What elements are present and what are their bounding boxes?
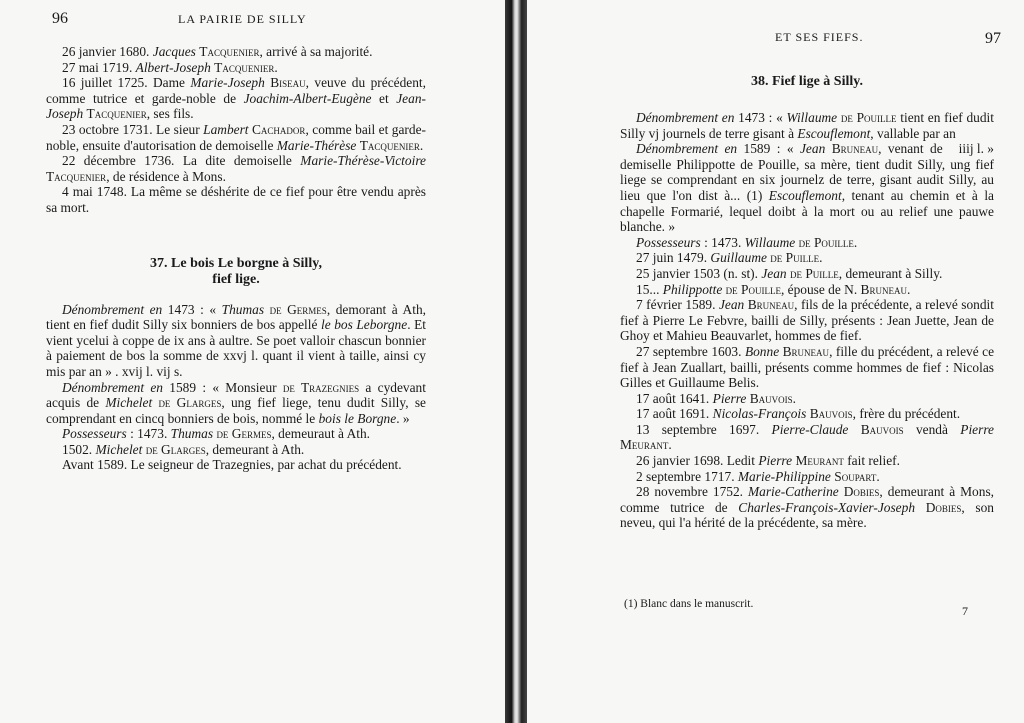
right-body-text: [620, 110, 994, 531]
entry-1736: 22 décembre 1736. La dite demoiselle Marie-Thérèse-Victoire Tacquenier, de résidence à Mons.: [46, 153, 426, 184]
possesseurs-1473-left: Possesseurs : 1473. Thumas de Germes, demeuraut à Ath.: [62, 426, 371, 442]
entry-1502: 1502. Michelet de Glarges, demeurant à Ath.: [62, 441, 305, 457]
section-37-title: 37. Le bois Le borgne à Silly, fief lige.: [150, 255, 322, 287]
footnote: (1) Blanc dans le manuscrit.: [624, 598, 754, 610]
right-page: [527, 0, 1024, 723]
signature-mark: 7: [962, 604, 968, 618]
book-gutter: [505, 0, 527, 723]
entry-1698: 26 janvier 1698. Ledit Pierre Meurant fait relief.: [636, 453, 900, 469]
running-header-right: ET SES FIEFS.: [775, 30, 864, 44]
entry-1589-right: 7 février 1589. Jean Bruneau, fils de la précédente, a relevé sondit fief à Pierre Le Febvre, bailli de Silly, présents : Jean Juette, Jean de Ghoy et Mahieu Beauvarlet, hommes de fief.: [620, 297, 994, 344]
running-header-left: LA PAIRIE DE SILLY: [178, 12, 307, 26]
denombrement-1473-right: Dénombrement en 1473 : « Willaume de Pouille tient en fief dudit Silly vj journels de terre gisant à Escouflemont, vallable par an iiij l. »: [620, 110, 995, 157]
entry-1691: 17 août 1691. Nicolas-François Bauvois, frère du précédent.: [636, 406, 961, 422]
possesseurs-1473-right: Possesseurs : 1473. Willaume de Pouille.: [636, 234, 858, 250]
page-number-right: 97: [985, 30, 1001, 47]
entry-1680: 26 janvier 1680. Jacques Tacquenier, arrivé à sa majorité.: [62, 44, 373, 59]
denombrement-1589-left: Dénombrement en 1589 : « Monsieur de Trazegnies a cydevant acquis de Michelet de Glarges, ung fief liege, tenu dudit Silly, se comprendant en cincq bonniers de bois, nommé le bois le Borgne. »: [46, 379, 426, 426]
entry-1748: 4 mai 1748. La même se déshérite de ce fief pour être vendu après sa mort.: [46, 184, 426, 215]
entry-1752: 28 novembre 1752. Marie-Catherine Dobies, demeurant à Mons, comme tutrice de Charles-François-Xavier-Joseph Dobies, son neveu, qui l'a hérité de la précédente, sa mère.: [620, 484, 994, 531]
entry-1589-avant: Avant 1589. Le seigneur de Trazegnies, par achat du précédent.: [62, 457, 402, 473]
entry-1503: 25 janvier 1503 (n. st). Jean de Puille, demeurant à Silly.: [636, 265, 943, 281]
denombrement-1589-right: Dénombrement en 1589 : « Jean Bruneau, venant de demiselle Philippotte de Pouille, sa mère, tient dudit Silly, ung fief liege se comprendant en six journelz de terre, gisant audit Silly, au lieu que l'on dist à... (1) Escouflemont, tenant au chemin et à la chapelle Formarié, lequel doibt à la mort ou au relief une pauwe blanche. »: [620, 141, 994, 235]
entry-1717: 2 septembre 1717. Marie-Philippine Soupart.: [636, 468, 880, 484]
entry-1731: 23 octobre 1731. Le sieur Lambert Cachador, comme bail et garde-noble, ensuite d'autorisation de demoiselle Marie-Thérèse Tacquenier.: [46, 121, 426, 153]
entry-1725: 16 juillet 1725. Dame Marie-Joseph Biseau, veuve du précédent, comme tutrice et garde-noble de Joachim-Albert-Eugène et Jean-Joseph Tacquenier, ses fils.: [46, 75, 426, 122]
left-body-text: [46, 44, 426, 473]
section-38-title: 38. Fief lige à Silly.: [751, 74, 863, 89]
entry-1697: 13 septembre 1697. Pierre-Claude Bauvois vendà Pierre Meurant.: [620, 421, 994, 453]
entry-15xx: 15... Philippotte de Pouille, épouse de N. Bruneau.: [636, 281, 911, 297]
left-page: [0, 0, 505, 723]
entry-1479: 27 juin 1479. Guillaume de Puille.: [636, 250, 823, 266]
entry-1719: 27 mai 1719. Albert-Joseph Tacquenier.: [62, 59, 278, 75]
denombrement-1473-left: Dénombrement en 1473 : « Thumas de Germes, demorant à Ath, tient en fief dudit Silly six bonniers de bos appellé le bos Leborgne. Et vient ycelui à coppe de ix ans à aultre. Se poet valloir chascun bonnier à paiement de bos la somme de xxvj l. quant il vient à taille, ainsi cy mis par an » . xvij l. vij s.: [46, 301, 426, 379]
page-number-left: 96: [52, 10, 68, 27]
entry-1641: 17 août 1641. Pierre Bauvois.: [636, 390, 797, 406]
entry-1603: 27 septembre 1603. Bonne Bruneau, fille du précédent, a relevé ce fief à Jean Zuallart, bailli, présents comme hommes de fief : Nicolas Gilles et Guillaume Belis.: [620, 343, 995, 391]
